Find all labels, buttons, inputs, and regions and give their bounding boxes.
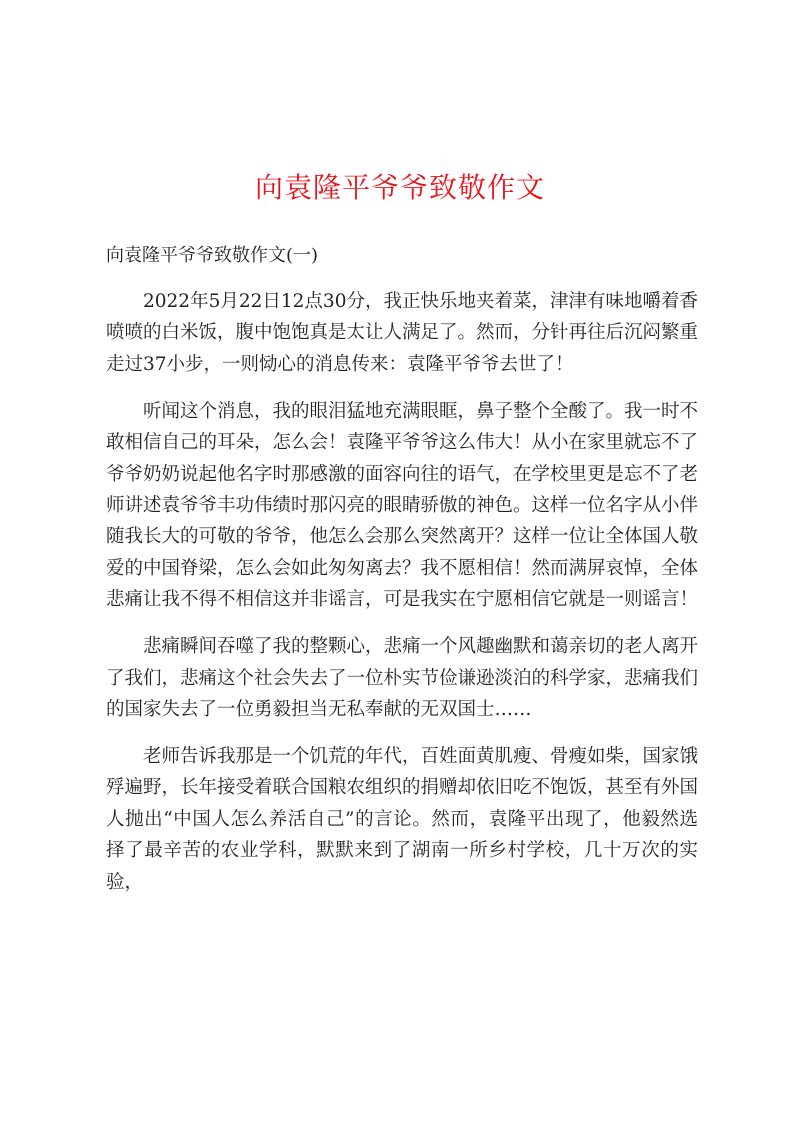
document-subtitle: 向袁隆平爷爷致敬作文(一)	[106, 245, 319, 266]
document-title: 向袁隆平爷爷致敬作文	[254, 171, 545, 204]
paragraph-2: 听闻这个消息，我的眼泪猛地充满眼眶，鼻子整个全酸了。我一时不敢相信自己的耳朵，怎么会！袁隆平爷爷这么伟大！从小在家里就忘不了爷爷奶奶说起他名字时那感激的面容向往的语气，在学校里更是忘不了老师讲述袁爷爷丰功伟绩时那闪亮的眼睛骄傲的神色。这样一位名字从小伴随我长大的可敬的爷爷，他怎么会那么突然离开？这样一位让全体国人敬爱的中国脊梁，怎么会如此匆匆离去？我不愿相信！然而满屏哀悼，全体悲痛让我不得不相信这并非谣言，可是我实在宁愿相信它就是一则谣言！	[106, 400, 699, 611]
paragraph-4: 老师告诉我那是一个饥荒的年代，百姓面黄肌瘦、骨瘦如柴，国家饿殍遍野，长年接受着联合国粮农组织的捐赠却依旧吃不饱饭，甚至有外国人抛出“中国人怎么养活自己”的言论。然而，袁隆平出现了，他毅然选择了最辛苦的农业学科，默默来到了湖南一所乡村学校，几十万次的实验，	[106, 746, 699, 893]
paragraph-3: 悲痛瞬间吞噬了我的整颗心，悲痛一个风趣幽默和蔼亲切的老人离开了我们，悲痛这个社会失去了一位朴实节俭谦逊淡泊的科学家，悲痛我们的国家失去了一位勇毅担当无私奉献的无双国士……	[106, 636, 699, 721]
document-body	[106, 286, 698, 914]
paragraph-1: 2022年5月22日12点30分，我正快乐地夹着菜，津津有味地嚼着香喷喷的白米饭，腹中饱饱真是太让人满足了。然而，分针再往后沉闷繁重走过37小步，一则恸心的消息传来：袁隆平爷爷去世了！	[106, 291, 699, 375]
